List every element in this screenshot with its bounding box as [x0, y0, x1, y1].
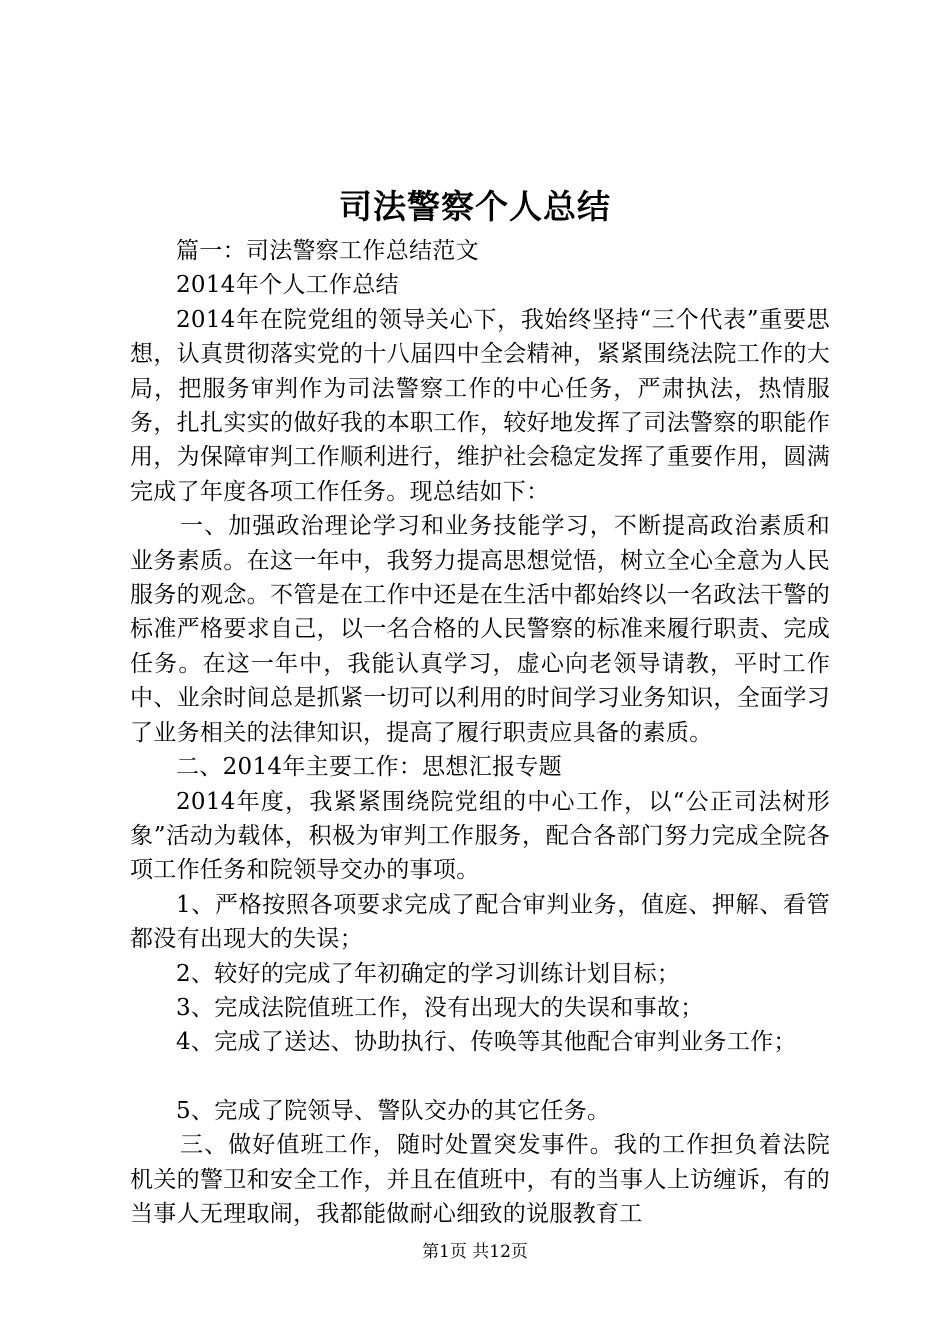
list-item-1: 1、严格按照各项要求完成了配合审判业务，值庭、押解、看管都没有出现大的失误； — [130, 891, 830, 953]
list-item-5: 5、完成了院领导、警队交办的其它任务。 — [176, 1097, 611, 1124]
page-number-footer: 第1页 共12页 — [422, 1242, 528, 1262]
list-item-3: 3、完成法院值班工作，没有出现大的失误和事故； — [176, 994, 704, 1021]
paragraph-intro: 2014年在院党组的领导关心下，我始终坚持“三个代表”重要思想，认真贯彻落实党的十八届四中全会精神，紧紧围绕法院工作的大局，把服务审判作为司法警察工作的中心任务，严肃执法，热情服务，扎扎实实的做好我的本职工作，较好地发挥了司法警察的职能作用，为保障审判工作顺利进行，维护社会稳定发挥了重要作用，圆满完成了年度各项工作任务。现总结如下： — [130, 306, 830, 505]
document-body — [130, 234, 830, 1231]
paragraph-point-two-heading: 二、2014年主要工作：思想汇报专题 — [176, 754, 562, 781]
paragraph-point-one: 一、加强政治理论学习和业务技能学习，不断提高政治素质和业务素质。在这一年中，我努力提高思想觉悟，树立全心全意为人民服务的观念。不管是在工作中还是在生活中都始终以一名政法干警的标准严格要求自己，以一名合格的人民警察的标准来履行职责、完成任务。在这一年中，我能认真学习，虚心向老领导请教，平时工作中、业余时间总是抓紧一切可以利用的时间学习业务知识，全面学习了业务相关的法律知识，提高了履行职责应具备的素质。 — [130, 513, 830, 746]
paragraph-section-heading: 篇一：司法警察工作总结范文 — [176, 238, 479, 264]
list-item-2: 2、较好的完成了年初确定的学习训练计划目标； — [176, 960, 681, 987]
paragraph-point-three: 三、做好值班工作，随时处置突发事件。我的工作担负着法院机关的警卫和安全工作，并且在值班中，有的当事人上访缠诉，有的当事人无理取闹，我都能做耐心细致的说服教育工 — [130, 1132, 830, 1227]
paragraph-subtitle: 2014年个人工作总结 — [176, 272, 399, 299]
document-title: 司法警察个人总结 — [339, 187, 611, 226]
paragraph-gap — [130, 1060, 830, 1094]
list-item-4: 4、完成了送达、协助执行、传唤等其他配合审判业务工作； — [176, 1029, 797, 1056]
paragraph-point-two-body: 2014年度，我紧紧围绕院党组的中心工作，以“公正司法树形象”活动为载体，积极为审判工作服务，配合各部门努力完成全院各项工作任务和院领导交办的事项。 — [130, 788, 830, 884]
